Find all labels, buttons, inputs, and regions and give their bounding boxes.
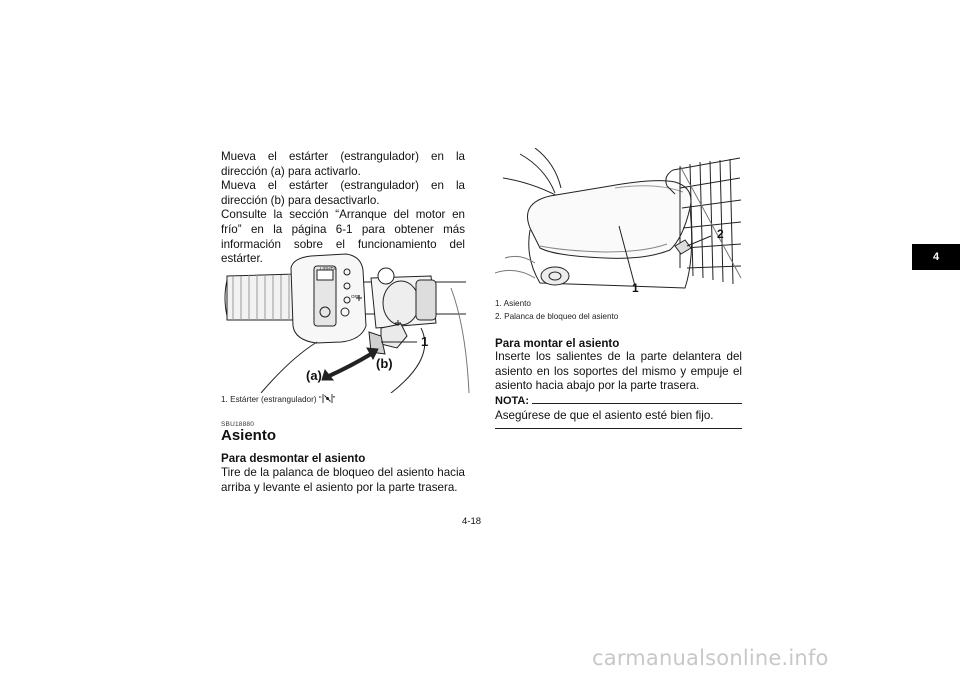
caption-text: ” [332,395,336,404]
page-number: 4-18 [462,516,482,527]
choke-icon [322,394,333,403]
note-bottom-rule [495,428,742,429]
subsection-title: Para desmontar el asiento [221,452,366,465]
switch-off-label: OFF [351,294,360,299]
watermark: carmanualsonline.info [592,646,829,670]
caption-text: 1. Estárter (estrangulador) “ [221,395,322,404]
switch-lights-label: LIGHTS [320,266,337,271]
figure-choke-lever [221,248,471,393]
paragraph: Inserte los salientes de la parte delantera del asiento en los soportes del mismo y empuje el asiento hacia abajo por la parte trasera. [495,350,742,393]
chapter-tab: 4 [912,244,960,270]
paragraph: Tire de la palanca de bloqueo del asiento hacia arriba y levante el asiento por la parte trasera. [221,466,465,494]
paragraph: Consulte la sección “Arranque del motor en frío” en la página 6-1 para obtener más información sobre el funcionamiento del estárter. [221,208,465,266]
note-text: Asegúrese de que el asiento esté bien fijo. [495,409,714,422]
note-top-rule [532,403,742,404]
paragraph: Mueva el estárter (estrangulador) en la dirección (a) para activarlo. [221,150,465,178]
callout-2: 2 [717,227,724,241]
figure-caption-list [495,298,743,322]
note-label: NOTA: [495,395,530,407]
callout-1: 1 [632,281,639,295]
label-a: (a) [306,368,322,383]
figure-seat [495,148,743,298]
callout-1: 1 [421,334,429,349]
caption-item: 2. Palanca de bloqueo del asiento [495,312,619,321]
subsection-text [495,350,742,394]
subsection-text [221,466,465,495]
note-block [495,395,742,429]
label-b: (b) [376,356,393,371]
section-code: SBU18880 [221,421,255,428]
figure-caption [221,394,471,405]
subsection-title: Para montar el asiento [495,337,620,350]
paragraph: Mueva el estárter (estrangulador) en la dirección (b) para desactivarlo. [221,179,465,207]
section-title: Asiento [221,427,277,444]
caption-item: 1. Asiento [495,299,531,308]
